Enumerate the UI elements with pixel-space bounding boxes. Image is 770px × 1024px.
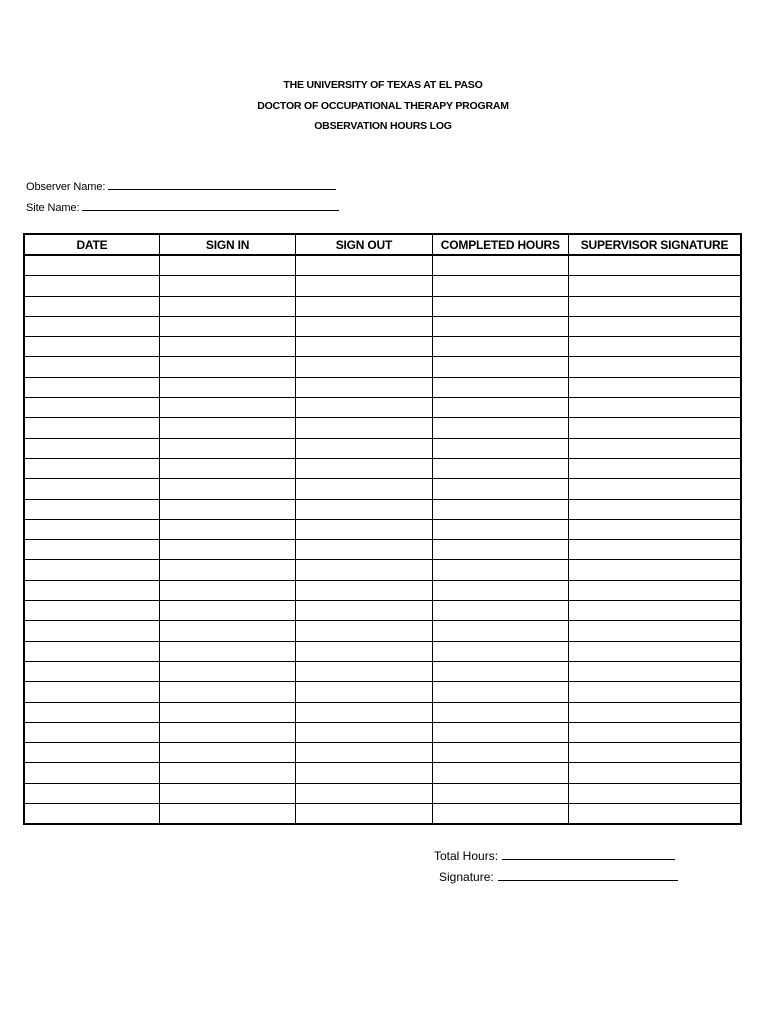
cell-date[interactable] — [24, 621, 159, 641]
cell-completed-hours[interactable] — [432, 641, 568, 661]
cell-completed-hours[interactable] — [432, 722, 568, 742]
cell-supervisor-signature[interactable] — [569, 702, 742, 722]
cell-sign-out[interactable] — [296, 682, 432, 702]
cell-sign-in[interactable] — [159, 580, 295, 600]
cell-completed-hours[interactable] — [432, 499, 568, 519]
cell-sign-in[interactable] — [159, 357, 295, 377]
table-row — [24, 601, 741, 621]
cell-supervisor-signature[interactable] — [569, 722, 742, 742]
total-hours-label: Total Hours: — [434, 849, 499, 863]
table-row — [24, 661, 741, 681]
observation-hours-table — [23, 233, 742, 825]
cell-sign-in[interactable] — [159, 601, 295, 621]
cell-sign-in[interactable] — [159, 804, 295, 825]
cell-sign-out[interactable] — [296, 357, 432, 377]
cell-sign-out[interactable] — [296, 763, 432, 783]
cell-supervisor-signature[interactable] — [569, 783, 742, 803]
form-title: OBSERVATION HOURS LOG — [314, 120, 452, 132]
column-header-sign-in: SIGN IN — [159, 234, 295, 255]
cell-supervisor-signature[interactable] — [569, 316, 742, 336]
signature-field — [439, 867, 678, 884]
cell-supervisor-signature[interactable] — [569, 621, 742, 641]
cell-sign-out[interactable] — [296, 255, 432, 276]
cell-sign-in[interactable] — [159, 783, 295, 803]
cell-supervisor-signature[interactable] — [569, 580, 742, 600]
cell-supervisor-signature[interactable] — [569, 276, 742, 296]
cell-sign-in[interactable] — [159, 398, 295, 418]
cell-supervisor-signature[interactable] — [569, 337, 742, 357]
cell-date[interactable] — [24, 702, 159, 722]
cell-sign-in[interactable] — [159, 560, 295, 580]
cell-sign-in[interactable] — [159, 337, 295, 357]
cell-supervisor-signature[interactable] — [569, 519, 742, 539]
cell-completed-hours[interactable] — [432, 337, 568, 357]
cell-completed-hours[interactable] — [432, 479, 568, 499]
table-row — [24, 783, 741, 803]
cell-sign-out[interactable] — [296, 661, 432, 681]
cell-supervisor-signature[interactable] — [569, 682, 742, 702]
cell-completed-hours[interactable] — [432, 377, 568, 397]
signature-blank[interactable] — [498, 867, 678, 881]
table-row — [24, 763, 741, 783]
cell-sign-in[interactable] — [159, 316, 295, 336]
table-row — [24, 377, 741, 397]
cell-supervisor-signature[interactable] — [569, 661, 742, 681]
cell-sign-in[interactable] — [159, 479, 295, 499]
column-header-date: DATE — [24, 234, 159, 255]
table-row — [24, 357, 741, 377]
cell-sign-in[interactable] — [159, 743, 295, 763]
cell-sign-out[interactable] — [296, 438, 432, 458]
signature-label: Signature: — [439, 870, 494, 884]
table-row — [24, 418, 741, 438]
cell-date[interactable] — [24, 296, 159, 316]
cell-date[interactable] — [24, 783, 159, 803]
cell-completed-hours[interactable] — [432, 702, 568, 722]
cell-sign-out[interactable] — [296, 337, 432, 357]
table-row — [24, 337, 741, 357]
cell-sign-out[interactable] — [296, 499, 432, 519]
cell-sign-in[interactable] — [159, 763, 295, 783]
cell-sign-out[interactable] — [296, 601, 432, 621]
cell-sign-in[interactable] — [159, 418, 295, 438]
cell-sign-out[interactable] — [296, 479, 432, 499]
cell-sign-in[interactable] — [159, 661, 295, 681]
cell-completed-hours[interactable] — [432, 540, 568, 560]
program-name: DOCTOR OF OCCUPATIONAL THERAPY PROGRAM — [257, 99, 509, 112]
cell-supervisor-signature[interactable] — [569, 601, 742, 621]
cell-sign-out[interactable] — [296, 316, 432, 336]
cell-date[interactable] — [24, 560, 159, 580]
cell-sign-in[interactable] — [159, 499, 295, 519]
cell-sign-in[interactable] — [159, 296, 295, 316]
cell-completed-hours[interactable] — [432, 560, 568, 580]
cell-sign-out[interactable] — [296, 540, 432, 560]
cell-supervisor-signature[interactable] — [569, 540, 742, 560]
cell-supervisor-signature[interactable] — [569, 438, 742, 458]
cell-completed-hours[interactable] — [432, 804, 568, 825]
cell-sign-in[interactable] — [159, 722, 295, 742]
cell-completed-hours[interactable] — [432, 783, 568, 803]
cell-completed-hours[interactable] — [432, 601, 568, 621]
cell-sign-in[interactable] — [159, 458, 295, 478]
cell-completed-hours[interactable] — [432, 398, 568, 418]
cell-sign-out[interactable] — [296, 519, 432, 539]
total-hours-field — [434, 846, 675, 863]
cell-date[interactable] — [24, 580, 159, 600]
cell-sign-out[interactable] — [296, 296, 432, 316]
cell-supervisor-signature[interactable] — [569, 560, 742, 580]
table-row — [24, 722, 741, 742]
cell-date[interactable] — [24, 540, 159, 560]
cell-sign-out[interactable] — [296, 702, 432, 722]
table-row — [24, 499, 741, 519]
cell-supervisor-signature[interactable] — [569, 418, 742, 438]
cell-supervisor-signature[interactable] — [569, 479, 742, 499]
table-row — [24, 560, 741, 580]
site-name-blank[interactable] — [82, 198, 339, 211]
cell-date[interactable] — [24, 276, 159, 296]
cell-supervisor-signature[interactable] — [569, 499, 742, 519]
cell-sign-in[interactable] — [159, 540, 295, 560]
cell-supervisor-signature[interactable] — [569, 377, 742, 397]
cell-sign-out[interactable] — [296, 276, 432, 296]
cell-supervisor-signature[interactable] — [569, 763, 742, 783]
observer-name-label: Observer Name: — [26, 181, 106, 193]
cell-supervisor-signature[interactable] — [569, 804, 742, 825]
university-name: THE UNIVERSITY OF TEXAS AT EL PASO — [283, 79, 483, 91]
table-row — [24, 316, 741, 336]
cell-supervisor-signature[interactable] — [569, 357, 742, 377]
cell-supervisor-signature[interactable] — [569, 398, 742, 418]
cell-sign-out[interactable] — [296, 641, 432, 661]
table-row — [24, 458, 741, 478]
total-hours-blank[interactable] — [502, 846, 675, 860]
cell-date[interactable] — [24, 804, 159, 825]
table-header-row — [24, 234, 741, 255]
site-name-field — [26, 198, 339, 214]
table-row — [24, 296, 741, 316]
cell-completed-hours[interactable] — [432, 418, 568, 438]
table-row — [24, 682, 741, 702]
cell-date[interactable] — [24, 357, 159, 377]
column-header-completed-hours: COMPLETED HOURS — [432, 234, 568, 255]
document-header — [0, 75, 766, 137]
cell-sign-out[interactable] — [296, 804, 432, 825]
cell-completed-hours[interactable] — [432, 763, 568, 783]
cell-date[interactable] — [24, 641, 159, 661]
cell-sign-in[interactable] — [159, 621, 295, 641]
cell-date[interactable] — [24, 377, 159, 397]
cell-sign-in[interactable] — [159, 438, 295, 458]
cell-date[interactable] — [24, 601, 159, 621]
cell-supervisor-signature[interactable] — [569, 641, 742, 661]
table-row — [24, 519, 741, 539]
cell-date[interactable] — [24, 661, 159, 681]
cell-completed-hours[interactable] — [432, 458, 568, 478]
cell-sign-in[interactable] — [159, 641, 295, 661]
table-row — [24, 540, 741, 560]
table-row — [24, 641, 741, 661]
cell-date[interactable] — [24, 722, 159, 742]
cell-sign-out[interactable] — [296, 418, 432, 438]
cell-sign-in[interactable] — [159, 682, 295, 702]
cell-completed-hours[interactable] — [432, 438, 568, 458]
cell-sign-in[interactable] — [159, 276, 295, 296]
cell-sign-in[interactable] — [159, 519, 295, 539]
table-row — [24, 438, 741, 458]
cell-sign-out[interactable] — [296, 743, 432, 763]
cell-supervisor-signature[interactable] — [569, 296, 742, 316]
observer-name-field — [26, 177, 336, 193]
table-row — [24, 621, 741, 641]
site-name-label: Site Name: — [26, 202, 80, 214]
cell-supervisor-signature[interactable] — [569, 458, 742, 478]
cell-completed-hours[interactable] — [432, 357, 568, 377]
cell-completed-hours[interactable] — [432, 661, 568, 681]
cell-sign-out[interactable] — [296, 621, 432, 641]
table-row — [24, 580, 741, 600]
cell-supervisor-signature[interactable] — [569, 255, 742, 276]
cell-sign-out[interactable] — [296, 783, 432, 803]
cell-completed-hours[interactable] — [432, 621, 568, 641]
cell-date[interactable] — [24, 316, 159, 336]
observer-name-blank[interactable] — [108, 177, 336, 190]
table-row — [24, 276, 741, 296]
cell-date[interactable] — [24, 398, 159, 418]
cell-date[interactable] — [24, 682, 159, 702]
cell-completed-hours[interactable] — [432, 580, 568, 600]
cell-completed-hours[interactable] — [432, 743, 568, 763]
table-row — [24, 743, 741, 763]
cell-completed-hours[interactable] — [432, 255, 568, 276]
cell-sign-in[interactable] — [159, 255, 295, 276]
cell-date[interactable] — [24, 255, 159, 276]
table-row — [24, 804, 741, 825]
cell-sign-in[interactable] — [159, 377, 295, 397]
cell-sign-out[interactable] — [296, 458, 432, 478]
cell-date[interactable] — [24, 519, 159, 539]
cell-date[interactable] — [24, 418, 159, 438]
cell-sign-out[interactable] — [296, 560, 432, 580]
cell-completed-hours[interactable] — [432, 519, 568, 539]
cell-sign-out[interactable] — [296, 398, 432, 418]
cell-completed-hours[interactable] — [432, 276, 568, 296]
cell-sign-out[interactable] — [296, 377, 432, 397]
table-row — [24, 398, 741, 418]
cell-date[interactable] — [24, 438, 159, 458]
cell-sign-out[interactable] — [296, 722, 432, 742]
cell-sign-out[interactable] — [296, 580, 432, 600]
table-row — [24, 479, 741, 499]
column-header-sign-out: SIGN OUT — [296, 234, 432, 255]
cell-completed-hours[interactable] — [432, 316, 568, 336]
table-body — [24, 255, 741, 824]
column-header-supervisor-signature: SUPERVISOR SIGNATURE — [569, 234, 742, 255]
cell-supervisor-signature[interactable] — [569, 743, 742, 763]
cell-date[interactable] — [24, 479, 159, 499]
cell-date[interactable] — [24, 499, 159, 519]
cell-date[interactable] — [24, 763, 159, 783]
table-row — [24, 702, 741, 722]
cell-date[interactable] — [24, 458, 159, 478]
cell-sign-in[interactable] — [159, 702, 295, 722]
cell-completed-hours[interactable] — [432, 682, 568, 702]
table-row — [24, 255, 741, 276]
cell-date[interactable] — [24, 337, 159, 357]
cell-completed-hours[interactable] — [432, 296, 568, 316]
cell-date[interactable] — [24, 743, 159, 763]
